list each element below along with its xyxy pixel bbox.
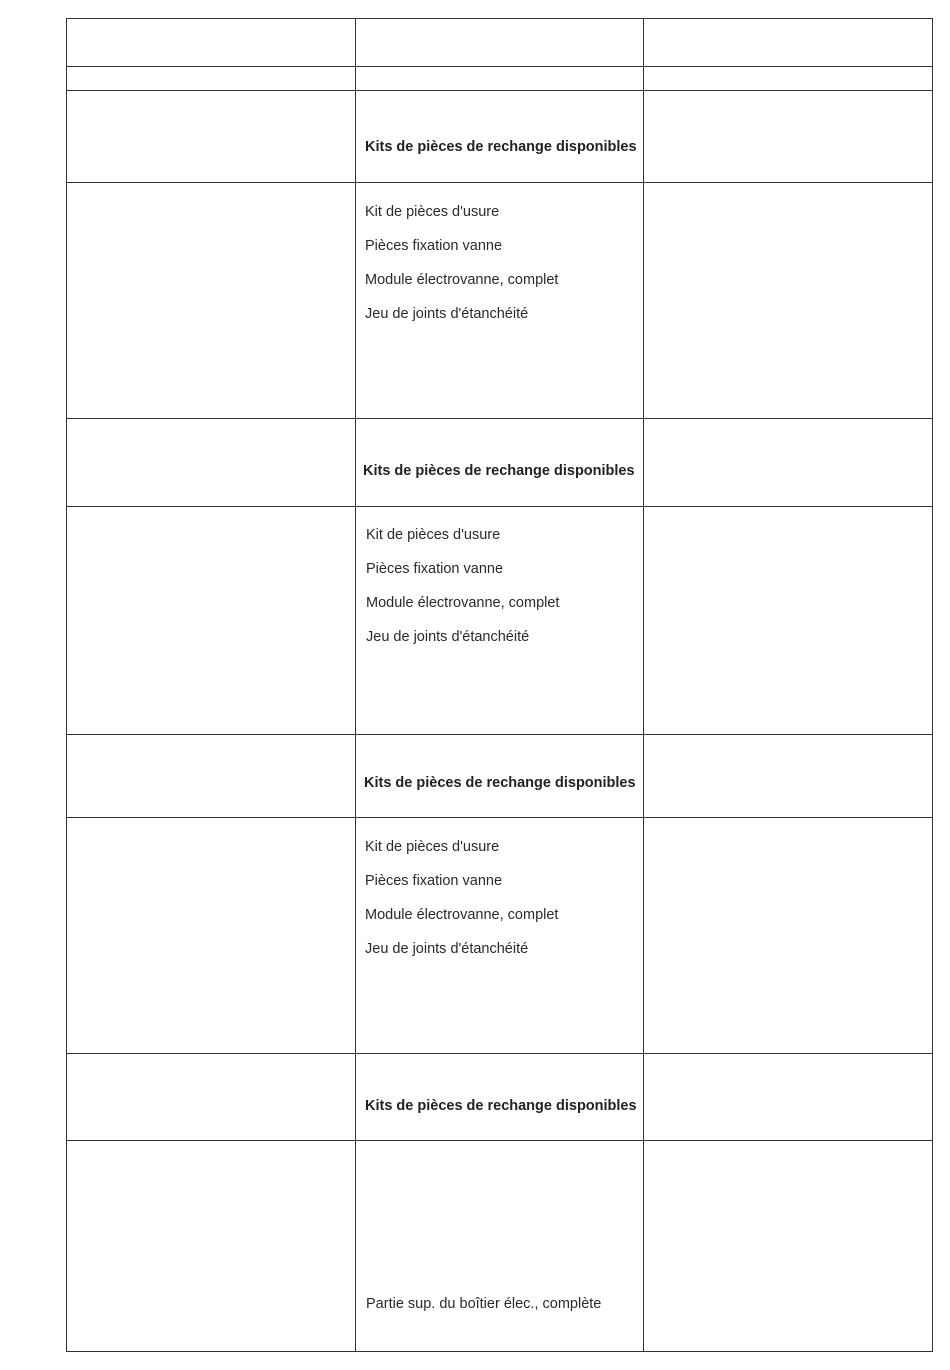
- list-item: Kit de pièces d'usure: [365, 839, 500, 855]
- table-cell: [644, 419, 933, 507]
- table-cell: [67, 67, 356, 91]
- table-cell: [356, 818, 644, 1054]
- table-cell: [67, 183, 356, 419]
- table-row: [67, 419, 933, 507]
- section-heading: Kits de pièces de rechange disponibles: [365, 1098, 637, 1114]
- table-cell: [644, 735, 933, 818]
- list-item: Pièces fixation vanne: [365, 873, 503, 889]
- table-cell: [67, 419, 356, 507]
- table-cell: [356, 1141, 644, 1352]
- table-cell: [67, 1141, 356, 1352]
- table-row: [67, 818, 933, 1054]
- table-row: [67, 19, 933, 67]
- section-heading: Kits de pièces de rechange disponibles: [364, 775, 636, 791]
- table-cell: [644, 1141, 933, 1352]
- list-item: Kit de pièces d'usure: [366, 527, 501, 543]
- list-item: Module électrovanne, complet: [365, 272, 559, 288]
- table-cell: [67, 19, 356, 67]
- table-cell: [67, 507, 356, 735]
- table-cell: [644, 67, 933, 91]
- table-cell: [356, 91, 644, 183]
- table-cell: [356, 1054, 644, 1141]
- table-cell: [356, 419, 644, 507]
- table-cell: [356, 507, 644, 735]
- list-item: Kit de pièces d'usure: [365, 204, 500, 220]
- table-cell: [67, 818, 356, 1054]
- table-row: [67, 183, 933, 419]
- table-cell: [356, 19, 644, 67]
- table-cell: [67, 735, 356, 818]
- table-cell: [644, 507, 933, 735]
- table-cell: [356, 735, 644, 818]
- table-cell: [644, 91, 933, 183]
- table-cell: [644, 1054, 933, 1141]
- parts-list: [365, 195, 558, 331]
- list-item: Jeu de joints d'étanchéité: [365, 306, 529, 322]
- list-item: Partie sup. du boîtier élec., complète: [366, 1296, 602, 1312]
- section-heading: Kits de pièces de rechange disponibles: [365, 139, 637, 155]
- table-row: [67, 91, 933, 183]
- list-item: Module électrovanne, complet: [366, 595, 560, 611]
- table-cell: [356, 67, 644, 91]
- parts-list: [366, 518, 559, 654]
- list-item: Pièces fixation vanne: [366, 561, 504, 577]
- list-item: Pièces fixation vanne: [365, 238, 503, 254]
- table-cell: [67, 91, 356, 183]
- section-heading: Kits de pièces de rechange disponibles: [363, 463, 635, 479]
- table-row: [67, 1141, 933, 1352]
- table-row: [67, 67, 933, 91]
- list-item: Jeu de joints d'étanchéité: [365, 941, 529, 957]
- list-item: Jeu de joints d'étanchéité: [366, 629, 530, 645]
- table-cell: [356, 183, 644, 419]
- table-cell: [644, 183, 933, 419]
- table-row: [67, 507, 933, 735]
- table-row: [67, 1054, 933, 1141]
- table-row: [67, 735, 933, 818]
- table-cell: [67, 1054, 356, 1141]
- table-cell: [644, 19, 933, 67]
- table-cell: [644, 818, 933, 1054]
- spare-parts-table: [66, 18, 933, 1352]
- parts-list: [365, 830, 558, 966]
- list-item: Module électrovanne, complet: [365, 907, 559, 923]
